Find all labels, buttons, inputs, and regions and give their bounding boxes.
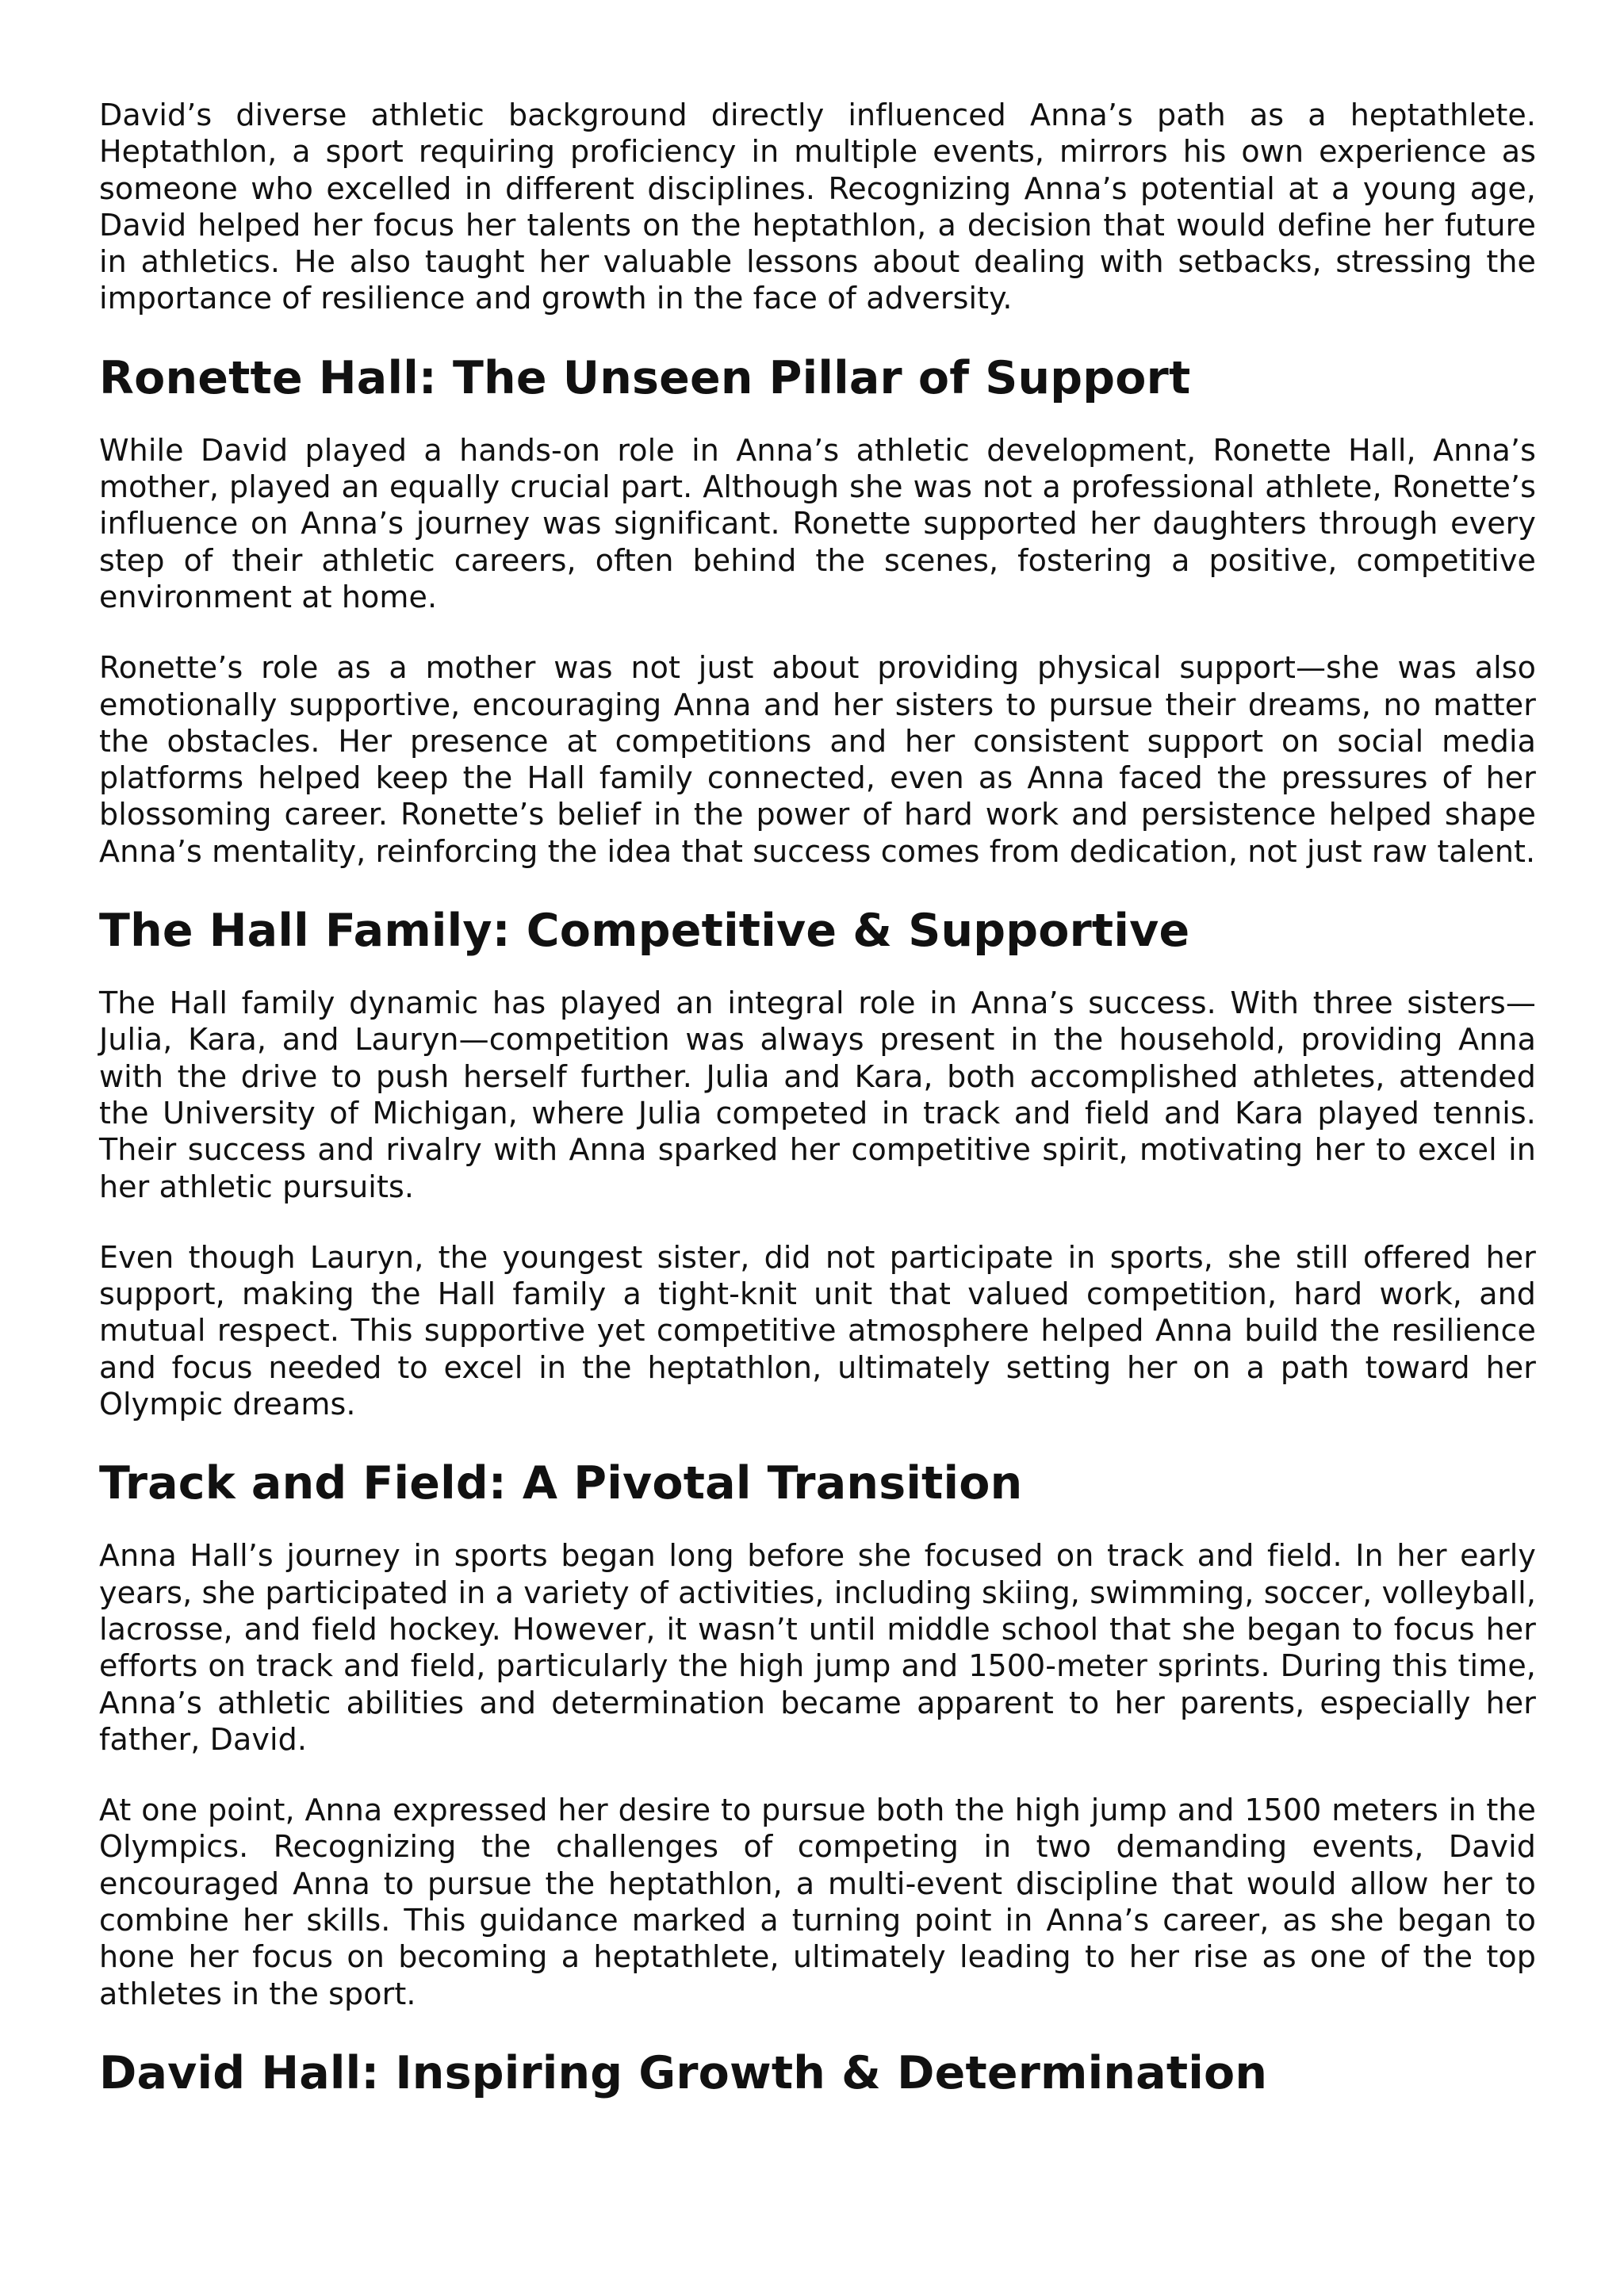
section-paragraph: Ronette’s role as a mother was not just about providing physical support—she was also emotionally supportive, encouraging Anna and her sisters to pursue their dreams, no matter the obstacles. Her presence at competitions and her consistent support on social media platforms helped keep the Hall family connected, even as Anna faced the pressures of her blossoming career. Ronette’s belief in the power of hard work and persistence helped shape Anna’s mentality, reinforcing the idea that success comes from dedication, not just raw talent. xyxy=(99,650,1536,869)
section-paragraph: Anna Hall’s journey in sports began long before she focused on track and field. In her early years, she participated in a variety of activities, including skiing, swimming, soccer, volleyball, lacrosse, and field hockey. However, it wasn’t until middle school that she began to focus her efforts on track and field, particularly the high jump and 1500-meter sprints. During this time, Anna’s athletic abilities and determination became apparent to her parents, especially her father, David. xyxy=(99,1538,1536,1757)
section-heading: The Hall Family: Competitive & Supportive xyxy=(99,905,1190,958)
section-hall-family xyxy=(99,904,1536,1422)
section-ronette-hall xyxy=(99,351,1536,870)
section-paragraph: While David played a hands-on role in Anna’s athletic development, Ronette Hall, Anna’s mother, played an equally crucial part. Although she was not a professional athlete, Ronette’s influence on Anna’s journey was significant. Ronette supported her daughters through every step of their athletic careers, often behind the scenes, fostering a positive, competitive environment at home. xyxy=(99,432,1536,614)
section-heading: David Hall: Inspiring Growth & Determination xyxy=(99,2046,1268,2099)
section-track-and-field xyxy=(99,1456,1536,2012)
document-page xyxy=(99,97,1536,2127)
section-david-hall xyxy=(99,2046,1536,2100)
section-paragraph: At one point, Anna expressed her desire to pursue both the high jump and 1500 meters in the Olympics. Recognizing the challenges of competing in two demanding events, David encouraged Anna to pursue the heptathlon, a multi-event discipline that would allow her to combine her skills. This guidance marked a turning point in Anna’s career, as she began to hone her focus on becoming a heptathlete, ultimately leading to her rise as one of the top athletes in the sport. xyxy=(99,1793,1536,2011)
section-heading: Track and Field: A Pivotal Transition xyxy=(99,1457,1023,1510)
section-paragraph: Even though Lauryn, the youngest sister, did not participate in sports, she still offered her support, making the Hall family a tight-knit unit that valued competition, hard work, and mutual respect. This supportive yet competitive atmosphere helped Anna build the resilience and focus needed to excel in the heptathlon, ultimately setting her on a path toward her Olympic dreams. xyxy=(99,1239,1536,1422)
section-heading: Ronette Hall: The Unseen Pillar of Support xyxy=(99,351,1191,404)
section-paragraph: The Hall family dynamic has played an integral role in Anna’s success. With three sisters—Julia, Kara, and Lauryn—competition was always present in the household, providing Anna with the drive to push herself further. Julia and Kara, both accomplished athletes, attended the University of Michigan, where Julia competed in track and field and Kara played tennis. Their success and rivalry with Anna sparked her competitive spirit, motivating her to excel in her athletic pursuits. xyxy=(99,985,1536,1204)
intro-paragraph: David’s diverse athletic background directly influenced Anna’s path as a heptathlete. Heptathlon, a sport requiring proficiency in multiple events, mirrors his own experience as someone who excelled in different disciplines. Recognizing Anna’s potential at a young age, David helped her focus her talents on the heptathlon, a decision that would define her future in athletics. He also taught her valuable lessons about dealing with setbacks, stressing the importance of resilience and growth in the face of adversity. xyxy=(99,98,1536,316)
